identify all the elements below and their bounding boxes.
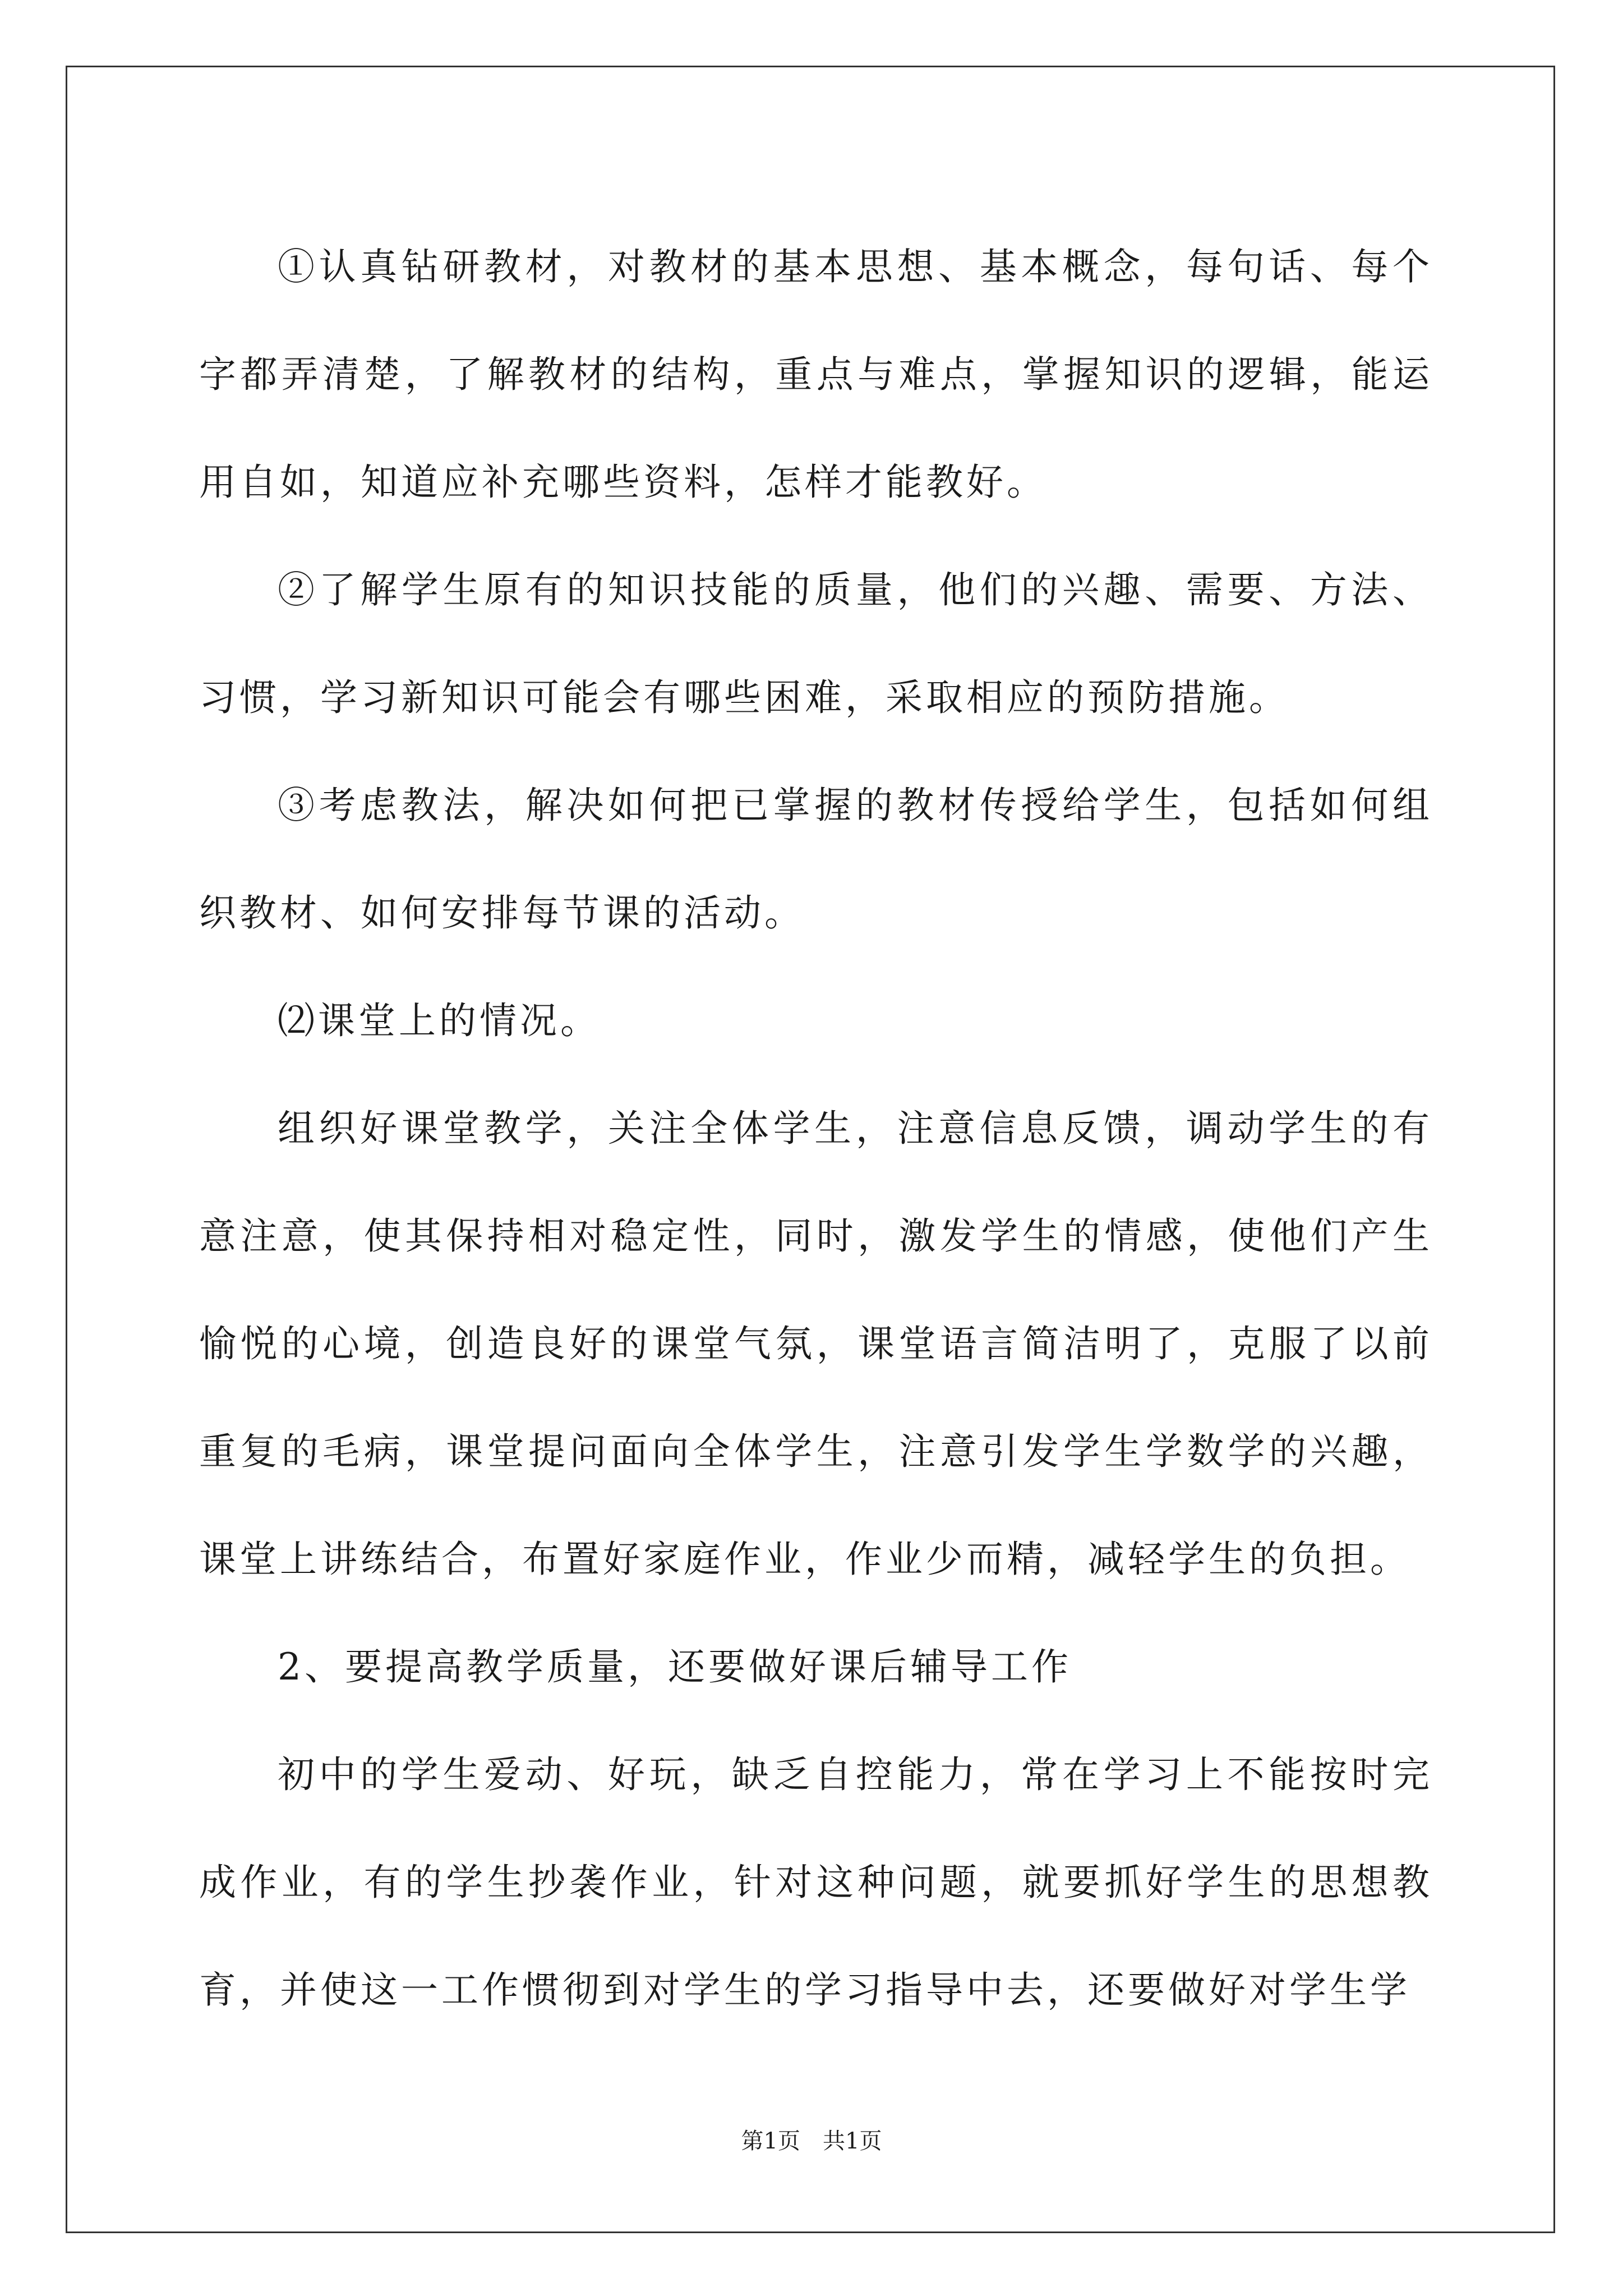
document-body <box>199 213 1433 2044</box>
paragraph-tutoring-heading: 2、要提高教学质量，还要做好课后辅导工作 <box>278 1645 1072 1688</box>
page-number-footer: 第1页 共1页 <box>741 2128 882 2154</box>
paragraph-study-materials: ①认真钻研教材，对教材的基本思想、基本概念，每句话、每个字都弄清楚，了解教材的结构，重点与难点，掌握知识的逻辑，能运用自如，知道应补充哪些资料，怎样才能教好。 <box>199 245 1433 504</box>
paragraph-classroom-organization: 组织好课堂教学，关注全体学生，注意信息反馈，调动学生的有意注意，使其保持相对稳定性，同时，激发学生的情感，使他们产生愉悦的心境，创造良好的课堂气氛，课堂语言简洁明了，克服了以前重复的毛病，课堂提问面向全体学生，注意引发学生学数学的兴趣，课堂上讲练结合，布置好家庭作业，作业少而精，减轻学生的负担。 <box>199 1107 1433 1581</box>
paragraph-tutoring-body: 初中的学生爱动、好玩，缺乏自控能力，常在学习上不能按时完成作业，有的学生抄袭作业，针对这种问题，就要抓好学生的思想教育，并使这一工作惯彻到对学生的学习指导中去，还要做好对学生学 <box>199 1753 1433 2012</box>
paragraph-teaching-methods: ③考虑教法，解决如何把已掌握的教材传授给学生，包括如何组织教材、如何安排每节课的活动。 <box>199 784 1433 935</box>
paragraph-understand-students: ②了解学生原有的知识技能的质量，他们的兴趣、需要、方法、习惯，学习新知识可能会有哪些困难，采取相应的预防措施。 <box>199 568 1433 719</box>
paragraph-classroom-heading: ⑵课堂上的情况。 <box>278 999 601 1042</box>
